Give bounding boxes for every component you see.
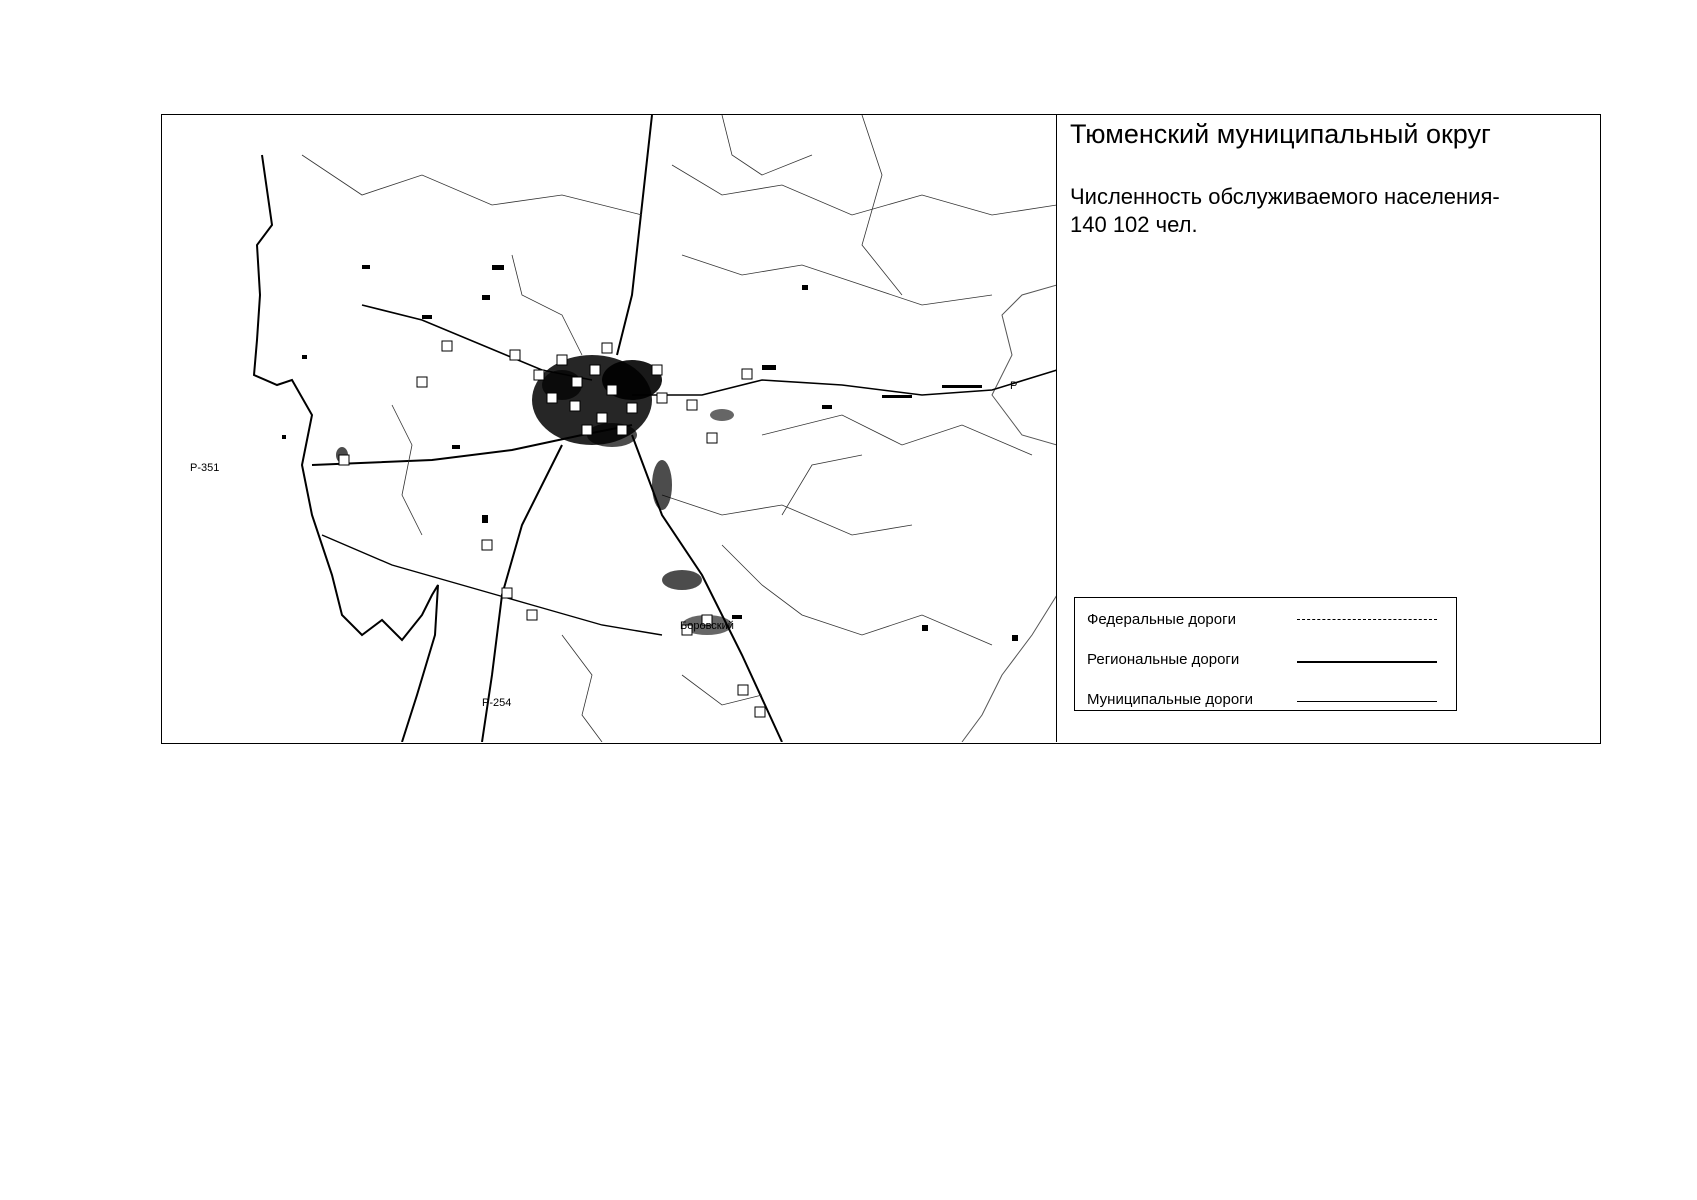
settlement-label-borovsky: Боровский [680,620,734,632]
regional-road-east [632,370,1057,395]
facility-markers [339,341,765,717]
district-boundary-east [992,285,1057,445]
legend-swatch-federal [1297,619,1437,620]
settlements [282,265,1018,641]
map-legend [1074,597,1457,711]
district-map-svg [162,115,1057,742]
district-map [162,115,1057,742]
legend-label-regional: Региональные дороги [1087,651,1240,668]
population-text [1070,183,1570,239]
legend-row-federal [1087,611,1447,631]
legend-swatch-regional [1297,661,1437,663]
legend-label-municipal: Муниципальные дороги [1087,691,1254,708]
tyumen-urban-area [336,355,734,635]
road-label-r351: Р-351 [190,462,220,474]
legend-swatch-municipal [1297,701,1437,702]
legend-label-federal: Федеральные дороги [1087,611,1236,628]
population-line1: Численность обслуживаемого населения- [1070,184,1500,209]
legend-row-municipal [1087,691,1447,711]
district-boundary [254,155,438,742]
population-line2: 140 102 чел. [1070,212,1198,237]
road-label-p254: Р-254 [482,697,512,709]
municipal-roads [302,115,1057,742]
federal-road-north [617,115,652,355]
info-panel [1057,115,1600,742]
road-label-edge-p: Р [1010,380,1018,392]
district-boundary-se [962,595,1057,742]
district-title: Тюменский муниципальный округ [1070,119,1491,149]
legend-row-regional [1087,651,1447,671]
map-sheet-frame [161,114,1601,744]
